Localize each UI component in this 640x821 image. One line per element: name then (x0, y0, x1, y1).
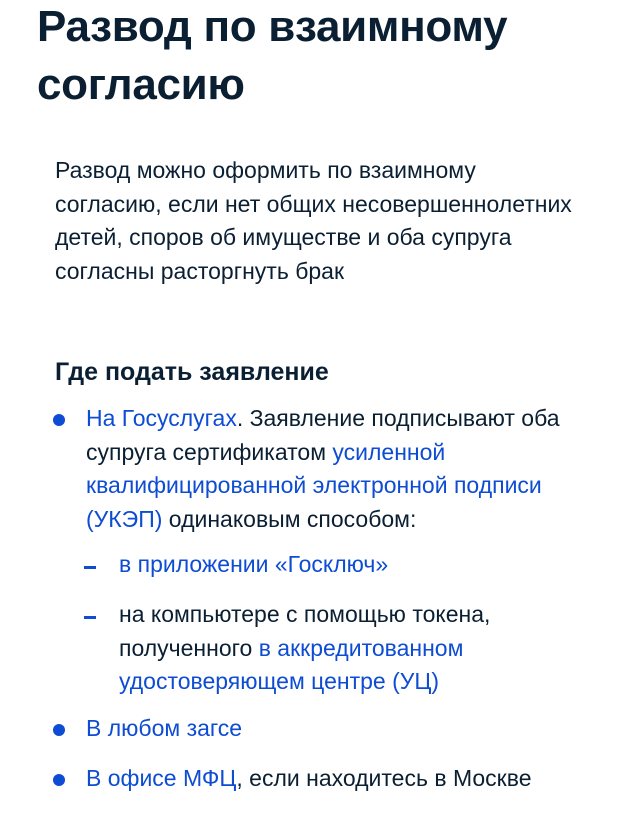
uc-link[interactable]: в аккредитованном удостоверяющем центре (УЦ) (119, 634, 464, 694)
zags-link[interactable]: В любом загсе (86, 715, 243, 741)
gosuslugi-text-end: одинаковым способом: (162, 505, 417, 532)
bullet-icon (53, 724, 65, 736)
ukep-link[interactable]: усиленной квалифицированной электронной подписи (УКЭП) (86, 438, 542, 532)
sublist-item-token (119, 598, 571, 699)
dash-icon (84, 566, 96, 569)
bullet-icon (53, 774, 65, 786)
list-item-mfc (86, 762, 626, 796)
page-title: Развод по взаимному согласию (37, 2, 508, 109)
intro-text: Развод можно оформить по взаимному согласию, если нет общих несовершеннолетних детей, споров об имуществе и оба супруга согласны расторгнуть брак (55, 157, 572, 284)
section-title: Где подать заявление (55, 358, 329, 386)
bullet-icon (53, 414, 65, 426)
list-item-gosuslugi (86, 402, 582, 536)
sublist-item-goskluch (119, 548, 589, 582)
goskluch-link[interactable]: в приложении «Госключ» (119, 551, 389, 577)
mfc-link[interactable]: В офисе МФЦ (86, 765, 237, 791)
dash-icon (84, 616, 96, 619)
list-item-zags (86, 712, 586, 746)
gosuslugi-text: . Заявление подписывают оба супруга сертификатом (86, 405, 560, 465)
mfc-text: , если находитесь в Москве (236, 765, 532, 791)
token-text: на компьютере с помощью токена, полученного (119, 601, 491, 661)
gosuslugi-link[interactable]: На Госуслугах (86, 405, 237, 431)
